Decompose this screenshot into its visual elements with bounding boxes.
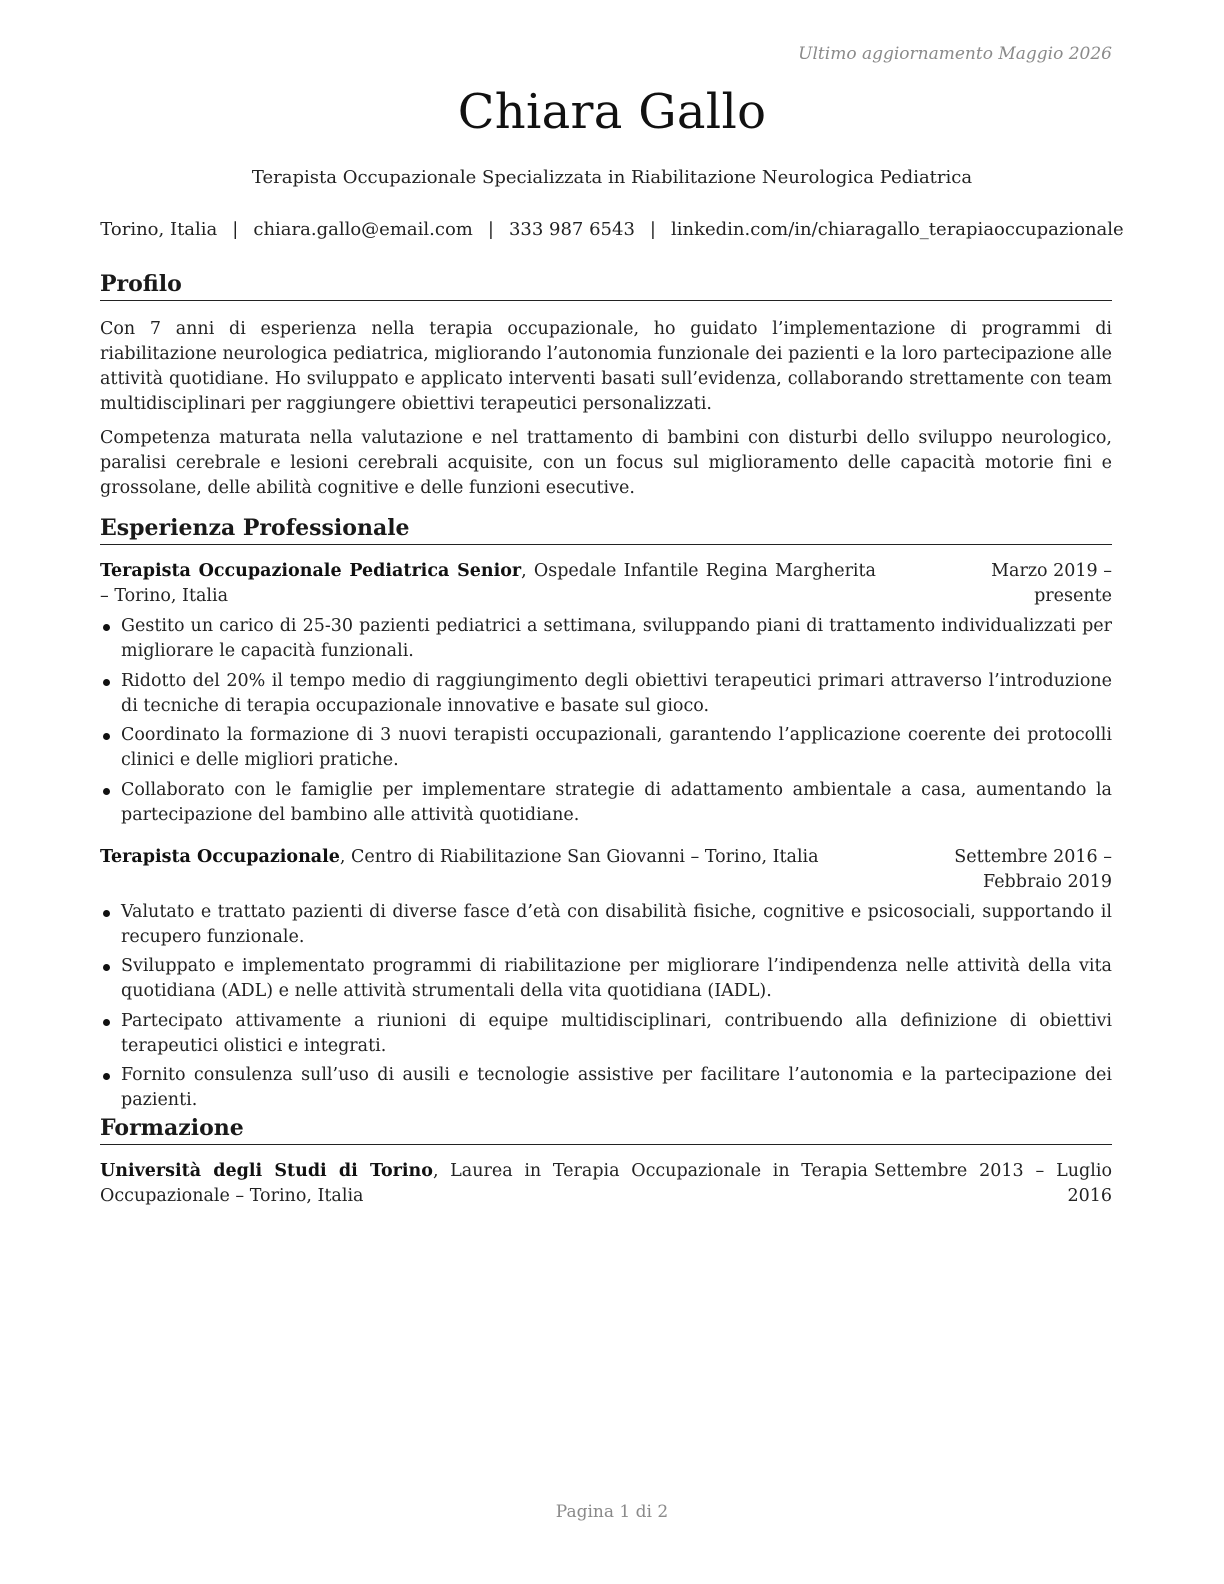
- job-header: [100, 845, 1112, 895]
- list-item: [100, 614, 1112, 664]
- bullet-icon: [103, 733, 110, 740]
- job-title-line: [100, 845, 872, 870]
- bullet-icon: [103, 964, 110, 971]
- bullet-icon: [103, 624, 110, 631]
- job-dates: Settembre 2016 – Febbraio 2019: [954, 846, 1112, 892]
- bullet-text: Gestito un carico di 25-30 pazienti pediatrici a settimana, sviluppando piani di trattamento individualizzati per migliorare le capacità funzionali.: [121, 616, 1112, 661]
- education-detail: , Laurea in Terapia Occupazionale in Terapia Occupazionale – Torino, Italia: [100, 1161, 868, 1206]
- job-entry: [100, 559, 1112, 828]
- job-role: Terapista Occupazionale: [100, 846, 340, 867]
- education-title-line: [100, 1159, 874, 1209]
- list-item: [100, 723, 1112, 773]
- bullet-text: Fornito consulenza sull’uso di ausili e tecnologie assistive per facilitare l’autonomia e la partecipazione dei pazienti.: [121, 1065, 1112, 1110]
- list-item: [100, 778, 1112, 828]
- contact-phone: 333 987 6543: [508, 219, 635, 240]
- experience-section: [100, 513, 1112, 1118]
- list-item: [100, 954, 1112, 1004]
- contact-location: Torino, Italia: [100, 219, 218, 240]
- bullet-icon: [103, 910, 110, 917]
- list-item: [100, 1009, 1112, 1059]
- bullet-icon: [103, 1019, 110, 1026]
- section-title-profile: Profilo: [100, 269, 1112, 301]
- contact-separator: |: [232, 219, 239, 240]
- bullet-icon: [103, 679, 110, 686]
- contact-separator: |: [487, 219, 494, 240]
- bullet-text: Collaborato con le famiglie per implementare strategie di adattamento ambientale a casa, aumentando la partecipazione del bambino alle attività quotidiane.: [121, 779, 1112, 825]
- job-bullets: [100, 614, 1112, 828]
- bullet-icon: [103, 1073, 110, 1080]
- job-header: [100, 559, 1112, 609]
- profile-section: [100, 269, 1112, 501]
- job-role: Terapista Occupazionale Pediatrica Senior: [100, 561, 522, 581]
- job-organization: , Ospedale Infantile Regina Margherita – Torino, Italia: [100, 561, 876, 606]
- job-dates: Marzo 2019 – presente: [991, 561, 1112, 606]
- job-title-line: [100, 559, 912, 609]
- job-entry: [100, 845, 1112, 1114]
- candidate-name: Chiara Gallo: [457, 84, 767, 140]
- section-title-education: Formazione: [100, 1113, 1112, 1145]
- bullet-text: Partecipato attivamente a riunioni di equipe multidisciplinari, contribuendo alla definizione di obiettivi terapeutici olistici e integrati.: [121, 1010, 1112, 1056]
- bullet-icon: [103, 788, 110, 795]
- contact-line: [0, 219, 1224, 240]
- job-bullets: [100, 900, 1112, 1114]
- profile-paragraph: Competenza maturata nella valutazione e nel trattamento di bambini con disturbi dello sviluppo neurologico, paralisi cerebrale e lesioni cerebrali acquisite, con un focus sul miglioramento delle capacità motorie fini e grossolane, delle abilità cognitive e delle funzioni esecutive.: [100, 428, 1112, 498]
- list-item: [100, 1063, 1112, 1113]
- list-item: [100, 900, 1112, 950]
- education-section: [100, 1113, 1112, 1209]
- contact-separator: |: [649, 219, 656, 240]
- bullet-text: Coordinato la formazione di 3 nuovi terapisti occupazionali, garantendo l’applicazione coerente dei protocolli clinici e delle migliori pratiche.: [121, 725, 1112, 770]
- education-dates: Settembre 2013 – Luglio 2016: [874, 1161, 1112, 1206]
- bullet-text: Ridotto del 20% il tempo medio di raggiungimento degli obiettivi terapeutici primari attraverso l’introduzione di tecniche di terapia occupazionale innovative e basate sul gioco.: [121, 670, 1112, 716]
- bullet-text: Valutato e trattato pazienti di diverse fasce d’età con disabilità fisiche, cognitive e psicosociali, supportando il recupero funzionale.: [121, 901, 1112, 947]
- page-number: Pagina 1 di 2: [555, 1502, 669, 1522]
- contact-linkedin[interactable]: linkedin.com/in/chiaragallo_terapiaoccupazionale: [670, 219, 1124, 240]
- section-title-experience: Esperienza Professionale: [100, 513, 1112, 545]
- headline: Terapista Occupazionale Specializzata in Riabilitazione Neurologica Pediatrica: [251, 167, 973, 188]
- education-entry: [100, 1159, 1112, 1209]
- job-organization: , Centro di Riabilitazione San Giovanni – Torino, Italia: [339, 846, 819, 867]
- contact-email[interactable]: chiara.gallo@email.com: [253, 219, 473, 240]
- education-school: Università degli Studi di Torino: [100, 1161, 433, 1181]
- last-updated-note: Ultimo aggiornamento Maggio 2026: [798, 44, 1112, 64]
- list-item: [100, 669, 1112, 719]
- bullet-text: Sviluppato e implementato programmi di riabilitazione per migliorare l’indipendenza nelle attività della vita quotidiana (ADL) e nelle attività strumentali della vita quotidiana (IADL).: [121, 956, 1112, 1001]
- profile-paragraph: Con 7 anni di esperienza nella terapia occupazionale, ho guidato l’implementazione di programmi di riabilitazione neurologica pediatrica, migliorando l’autonomia funzionale dei pazienti e la loro partecipazione alle attività quotidiane. Ho sviluppato e applicato interventi basati sull’evidenza, collaborando strettamente con team multidisciplinari per raggiungere obiettivi terapeutici personalizzati.: [100, 319, 1112, 414]
